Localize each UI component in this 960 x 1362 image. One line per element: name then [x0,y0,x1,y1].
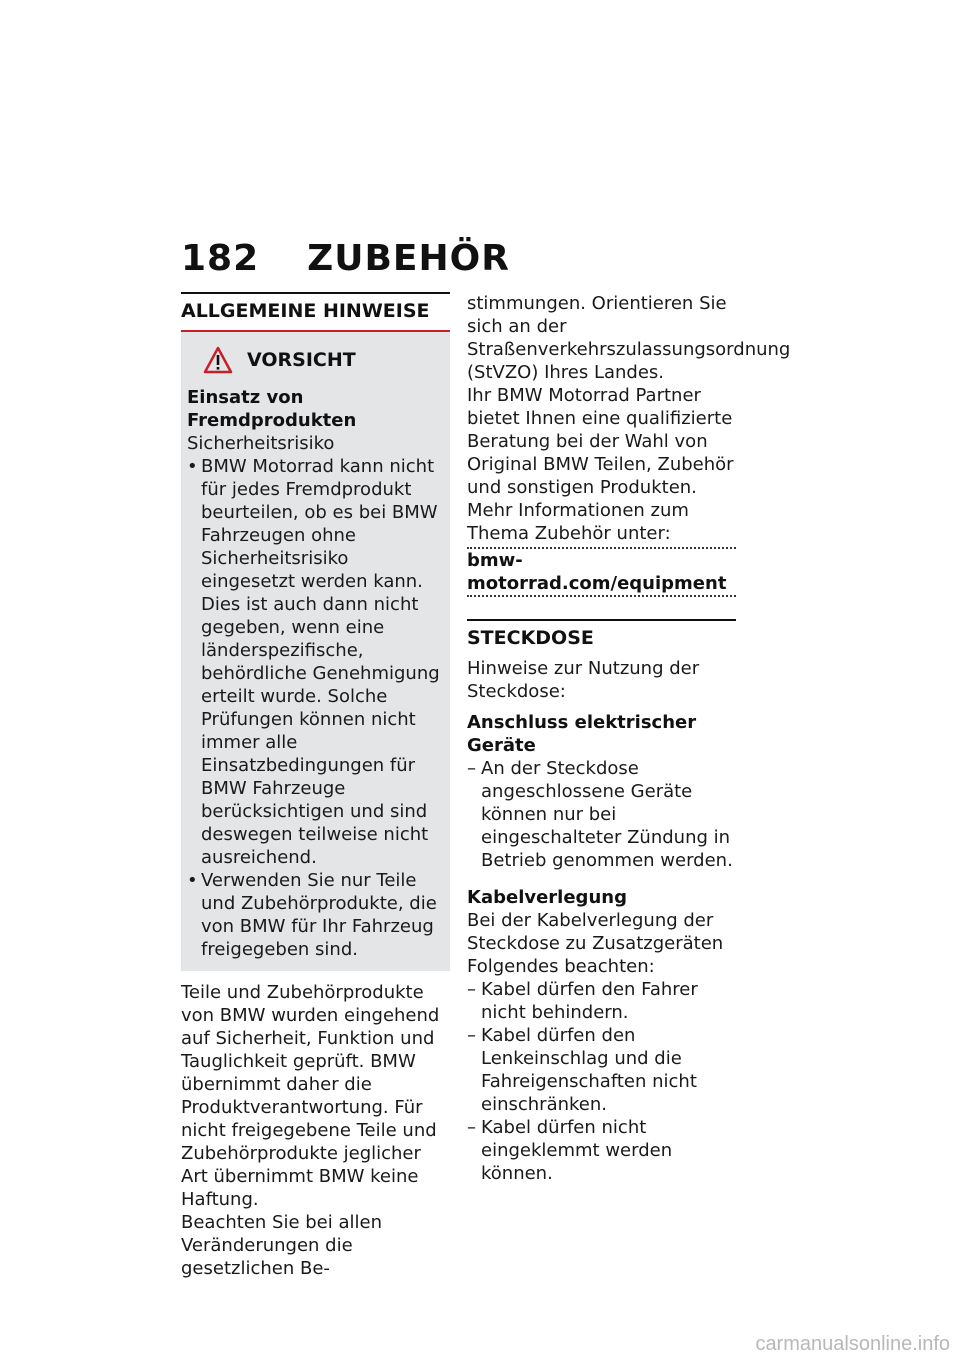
right-column [467,292,791,1185]
warning-header [203,346,444,374]
equipment-link[interactable]: bmw-motorrad.com/equipment [467,547,736,597]
subheading-cable-routing: Kabelverlegung [467,887,627,908]
socket-intro: Hinweise zur Nutzung der Steckdose: [467,658,700,702]
page-header [181,238,510,279]
list-item: – Kabel dürfen nicht eingeklemmt werden können. [467,1116,736,1185]
paragraph-partner: Ihr BMW Motorrad Partner bietet Ihnen eine qualifizierte Beratung bei der Wahl von Original BMW Teilen, Zubehör und sonstigen Produkten. [467,385,734,498]
list-item: – Kabel dürfen den Lenkeinschlag und die Fahreigenschaften nicht einschränken. [467,1024,736,1116]
warning-bullet-list [187,455,444,961]
warning-bullet: • Verwenden Sie nur Teile und Zubehörprodukte, die von BMW für Ihr Fahrzeug freigegeben sind. [187,869,444,961]
warning-heading: Einsatz von Fremdprodukten [187,387,357,431]
paragraph: Beachten Sie bei allen Veränderungen die gesetzlichen Be- [181,1212,382,1279]
chapter-title: ZUBEHÖR [307,238,510,279]
warning-subheading: Sicherheitsrisiko [187,433,335,454]
footer-watermark: carmanualsonline.info [755,1333,950,1355]
cable-routing-text: Bei der Kabelverlegung der Steckdose zu Zusatzgeräten Folgendes beachten: [467,910,724,977]
warning-box [181,330,450,971]
section-title-general: ALLGEMEINE HINWEISE [181,292,450,322]
warning-bullet: • BMW Motorrad kann nicht für jedes Fremdprodukt beurteilen, ob es bei BMW Fahrzeugen ohne Sicherheitsrisiko eingesetzt werden kann. Dies ist auch dann nicht gegeben, wenn eine länderspezifische, behördliche Genehmigung erteilt wurde. Solche Prüfungen können nicht immer alle Einsatzbedingungen für BMW Fahrzeuge berücksichtigen und sind deswegen teilweise nicht ausreichend. [187,455,444,869]
warning-label: VORSICHT [247,349,356,371]
connection-list [467,757,736,872]
list-item: – An der Steckdose angeschlossene Geräte können nur bei eingeschalteter Zündung in Betrieb genommen werden. [467,757,736,872]
cable-routing-list [467,978,736,1185]
paragraph: Teile und Zubehörprodukte von BMW wurden eingehend auf Sicherheit, Funktion und Tauglichkeit geprüft. BMW übernimmt daher die Produktverantwortung. Für nicht freigegebene Teile und Zubehörprodukte jeglicher Art übernimmt BMW keine Haftung. [181,982,440,1210]
section-title-socket: STECKDOSE [467,619,736,649]
paragraph-continuation: stimmungen. Orientieren Sie sich an der Straßenverkehrszulassungsordnung (StVZO) Ihres Landes. [467,293,791,383]
page-number: 182 [181,238,260,279]
warning-triangle-icon [203,346,233,374]
paragraph-info: Mehr Informationen zum Thema Zubehör unter: [467,500,689,544]
left-column [181,292,450,1280]
subheading-connection: Anschluss elektrischer Geräte [467,712,697,756]
list-item: – Kabel dürfen den Fahrer nicht behindern. [467,978,736,1024]
